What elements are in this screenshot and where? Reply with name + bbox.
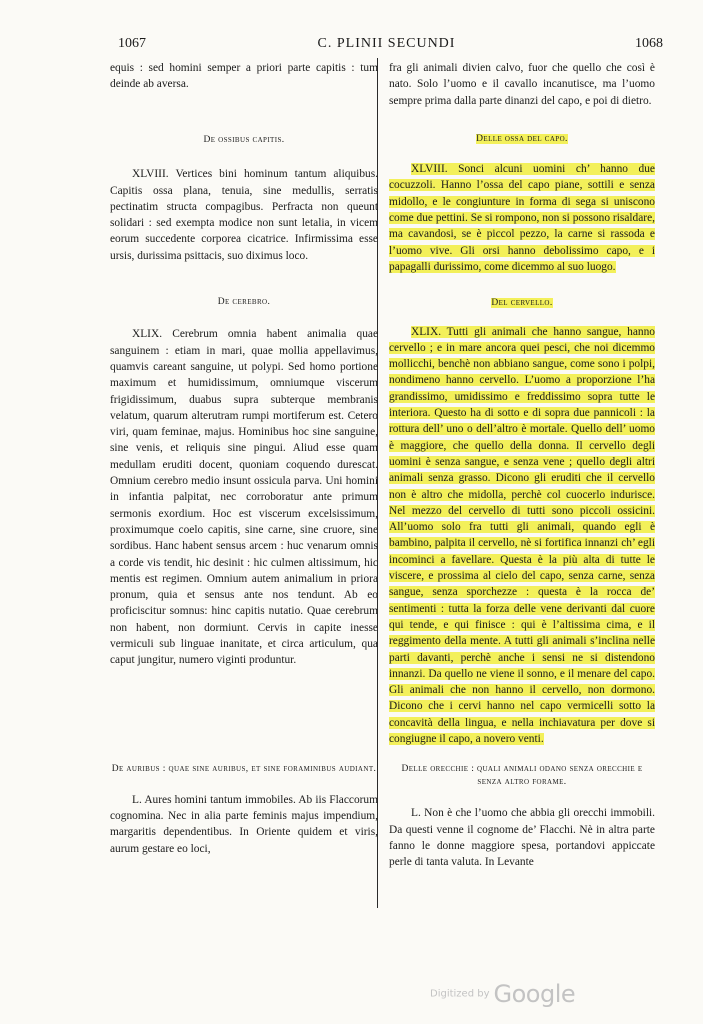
highlighted-paragraph-48: XLVIII. Sonci alcuni uomini ch’ hanno due cocuzzoli. Hanno l’ossa del capo piane, sottili e senza midollo, e le congiunture in forma di sega si uniscono come due pettini. Se si rompono, non si possono risaldare, ma cavandosi, se è piccol pezzo, la carne si rassoda e l’uomo vive. Gli orsi hanno debolissimo capo, e i papagalli durissimo, come dicemmo al suo luogo.	[389, 163, 655, 273]
italian-column	[389, 60, 655, 870]
latin-intro-text: equis : sed homini semper a priori parte capitis : tum deinde ab aversa.	[110, 62, 378, 91]
italian-heading-skull-bones	[389, 131, 655, 147]
italian-paragraph-49	[389, 324, 655, 748]
italian-intro-text: fra gli animali divien calvo, fuor che quello che così è nato. Solo l’uomo e il cavallo incanutisce, ma l’uomo sempre prima dalla parte dinanzi del capo, e poi di dietro.	[389, 62, 655, 107]
latin-heading-brain: De cerebro.	[217, 297, 271, 308]
latin-paragraph-50: L. Aures homini tantum immobiles. Ab iis Flaccorum cognomina. Nec in alia parte feminis majus impendium, margaritis dependentibus. In Oriente quidem et viris, aurum gestare eo loci,	[110, 793, 378, 855]
page-number-right: 1068	[635, 36, 663, 51]
page-header	[110, 36, 663, 56]
highlighted-heading-skull-bones: Delle ossa del capo.	[476, 133, 568, 144]
italian-paragraph-48	[389, 161, 655, 275]
digitized-by-google-watermark	[430, 980, 575, 1008]
google-logo-text: Google	[493, 980, 576, 1008]
italian-heading-ears: Delle orecchie : quali animali odano senza orecchie e senza altro forame.	[401, 764, 643, 788]
latin-column	[110, 60, 378, 857]
page-number-left: 1067	[118, 36, 146, 51]
highlighted-heading-brain: Del cervello.	[491, 298, 553, 309]
latin-heading-skull-bones: De ossibus capitis.	[203, 135, 285, 145]
highlighted-paragraph-49: XLIX. Tutti gli animali che hanno sangue, hanno cervello ; e in mare ancora quei pesci, che noi dicemmo mollicchi, benchè non abbiano sangue, come sono i polpi, nondimeno hanno cervello. L’uomo a proporzione l’ha grandissimo, umidissimo e freddissimo sopra tutte le interiora. Questo ha di sotto e di sopra due pannicoli : la rottura dell’ uno o dell’altro è mortale. Quello dell’ uomo è maggiore, che quello della donna. Il cervello degli uomini è senza sangue, e senza vene ; quello degli altri animali senza grasso. Dicono gli eruditi che il cervello non è altro che midolla, perchè col cuocerlo indurisce. Nel mezzo del cervello di tutti sono piccoli ossicini. All’uomo solo fra tutti gli animali, quando egli è bambino, palpita il cervello, nè si fortifica innanzi ch’ egli incominci a favellare. Questa è la più alta di tutte le viscere, e prossima al cielo del capo, senza carne, senza sangue, senza sporchezze : questa è la rocca de’ sentimenti : tutta la forza delle vene derivanti dal cuore qui tende, e qui finisce : qui è l’altissima cima, e il reggimento della mente. A tutti gli animali s’inclina nelle parti davanti, perchè anche i sensi ne si distendono innanzi. Da quello ne viene il sonno, e il menare del capo. Gli animali che non hanno il cervello, non dormono. Dicono che i cervi hanno nel capo vermicelli sotto la concavità della lingua, e nella inchiavatura per dove si congiugne il capo, a novero venti.	[389, 325, 655, 745]
italian-paragraph-50: L. Non è che l’uomo che abbia gli orecchi immobili. Da questi venne il cognome de’ Flacchi. Nè in altra parte fanno le donne maggiore spesa, portandovi appiccate perle di tanta valuta. In Levante	[389, 807, 655, 869]
running-title: C. PLINII SECUNDI	[317, 36, 456, 51]
digitized-by-label: Digitized by	[430, 988, 490, 1000]
latin-paragraph-49: XLIX. Cerebrum omnia habent animalia quae sanguinem : etiam in mari, quae mollia appellavimus, quamvis careant sanguine, ut polypi. Sed homo portione maximum et humidissimum, omniumque viscerum frigidissimum, duabus supra subterque membranis velatum, quarum alterutram rumpi mortiferum est. Cetero viri, quam feminae, majus. Hominibus hoc sine sanguine, sine venis, et reliquis sine pingui. Aliud esse quam medullam eruditi docent, quoniam coquendo durescat. Omnium cerebro medio insunt ossicula parva. Uni homini in infantia palpitat, nec corroboratur ante primum sermonis exordium. Hoc est viscerum excelsissimum, proximumque coelo capitis, sine carne, sine cruore, sine sordibus. Hanc habent sensus arcem : huc venarum omnis a corde vis tendit, hic desinit : hic culmen altissimum, hic mentis est regimen. Omnium autem animalium in priora pronum, quia et sensus ante nos tendunt. Ab eo proficiscitur somnus: hinc capitis nutatio. Quae cerebrum non habent, non dormiunt. Cervis in capite inesse vermiculi sub linguae inanitate, et circa articulum, qua caput jungitur, numero viginti produntur.	[110, 328, 378, 667]
latin-heading-ears: De auribus : quae sine auribus, et sine foraminibus audiant.	[111, 763, 377, 774]
latin-paragraph-48: XLVIII. Vertices bini hominum tantum aliquibus. Capitis ossa plana, tenuia, sine medullis, serratis pectinatim structa compagibus. Perfracta non queunt solidari : sed exempta modice non sunt letalia, in vicem eorum succedente corporea cicatrice. Infirmissima esse ursis, durissima psittacis, suo diximus loco.	[110, 168, 378, 262]
italian-heading-brain	[389, 295, 655, 311]
